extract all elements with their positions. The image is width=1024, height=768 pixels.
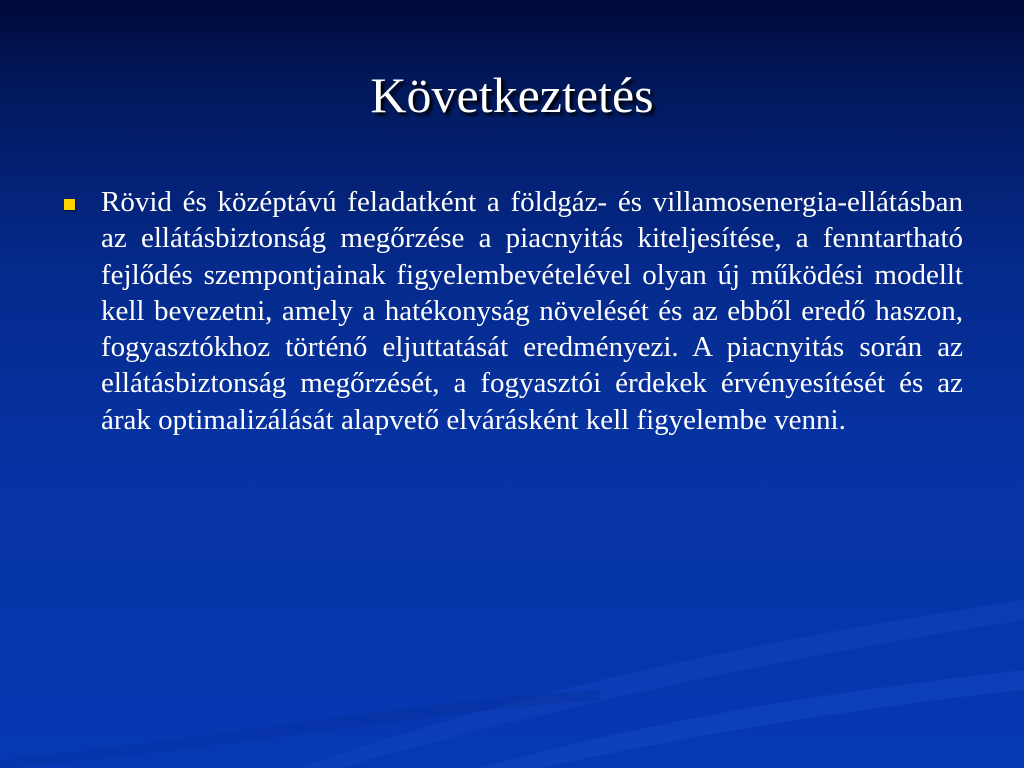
square-bullet-icon	[64, 199, 75, 210]
body-paragraph: Rövid és középtávú feladatként a földgáz- és villamosenergia-ellátásban az ellátásbiztonság megőrzése a piacnyitás kiteljesítése, a fenntartható fejlődés szempontjainak figyelembevételével olyan új működési modellt kell bevezetni, amely a hatékonyság növelését és az ebből eredő haszon, fogyasztókhoz történő eljuttatását eredményezi. A piacnyitás során az ellátásbiztonság megőrzését, a fogyasztói érdekek érvényesítését és az árak optimalizálását alapvető elvárásként kell figyelembe venni.	[101, 186, 963, 436]
slide-title: Következtetés	[370, 67, 654, 123]
